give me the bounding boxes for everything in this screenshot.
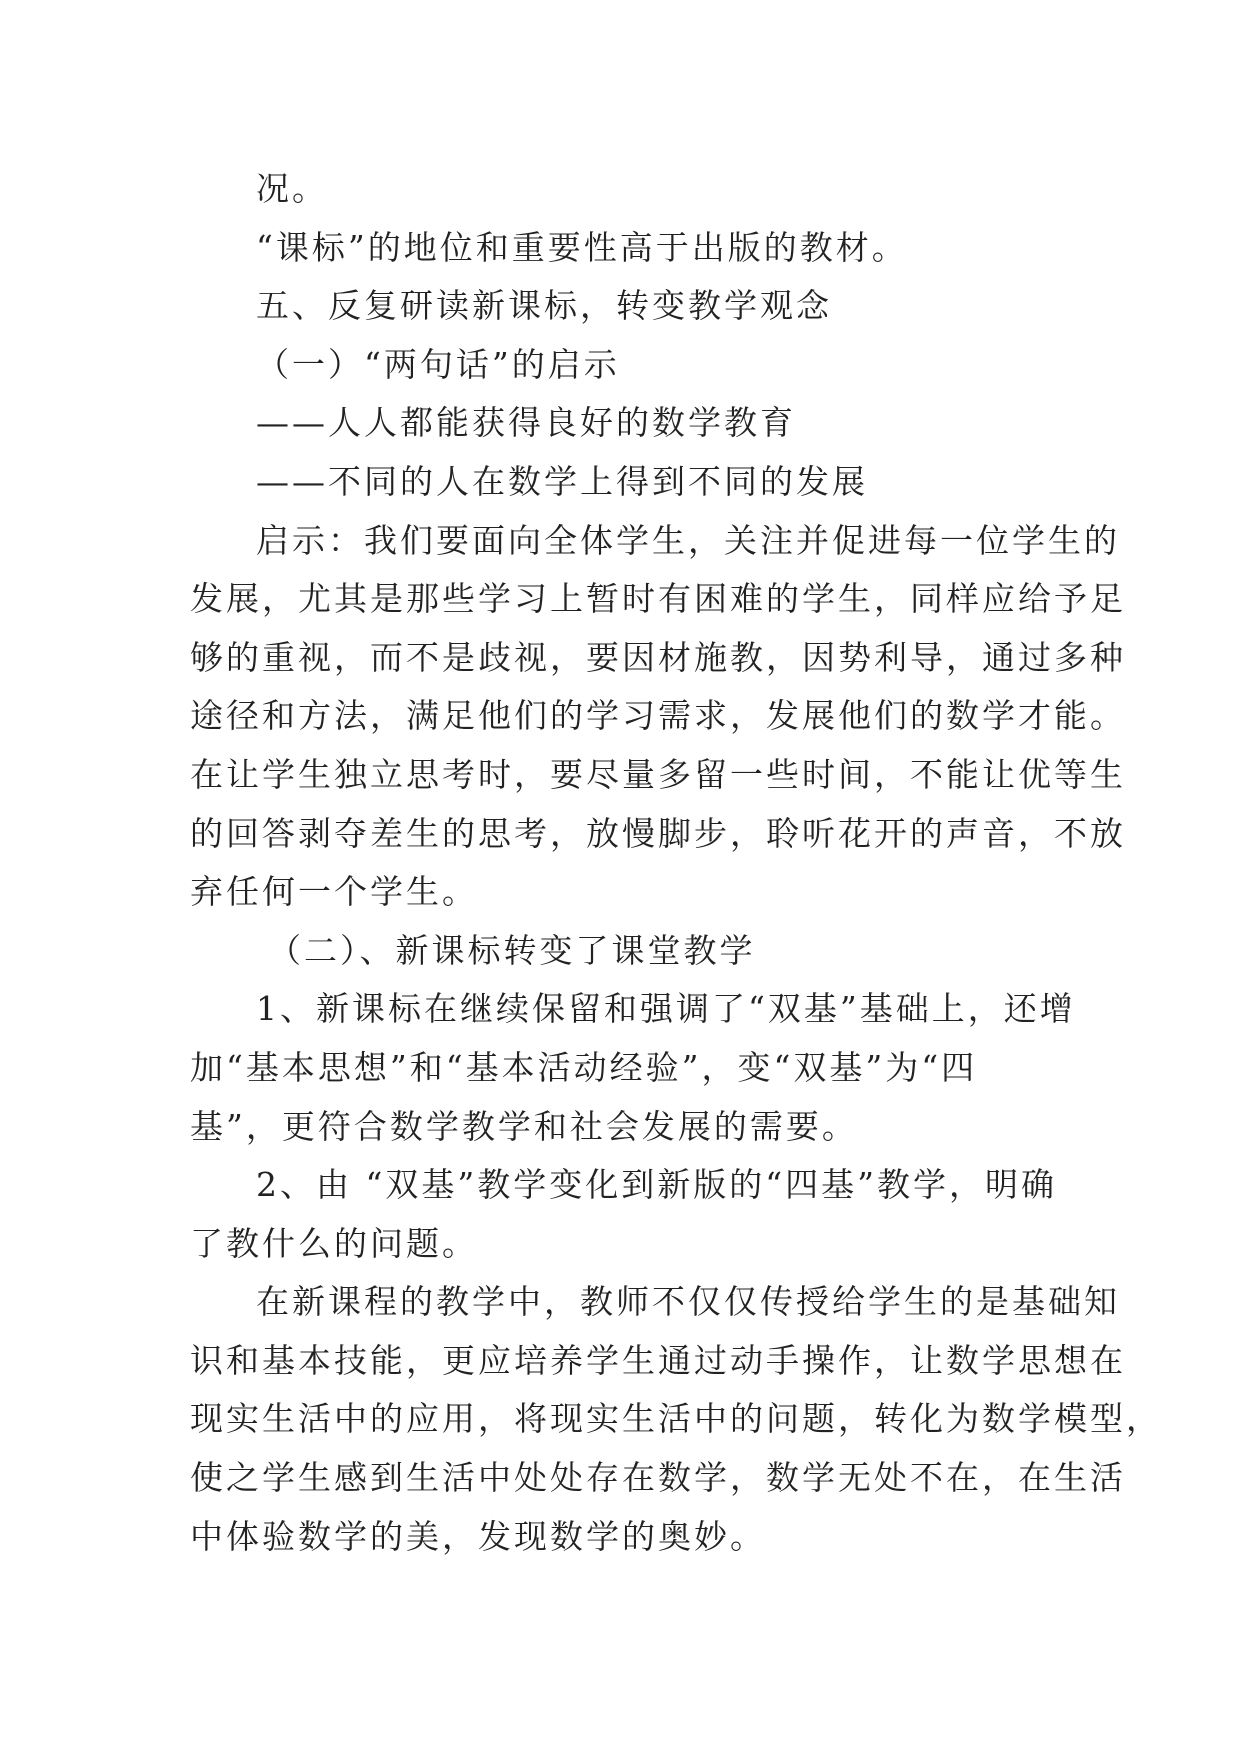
quote-line: ——人人都能获得良好的数学教育	[256, 403, 796, 443]
text-line: “课标”的地位和重要性高于出版的教材。	[256, 227, 908, 267]
text-line: 的回答剥夺差生的思考，放慢脚步，聆听花开的声音，不放	[190, 813, 1126, 853]
text-line: 启示：我们要面向全体学生，关注并促进每一位学生的	[256, 520, 1120, 560]
text-line: 1、新课标在继续保留和强调了“双基”基础上，还增	[256, 989, 1076, 1029]
text-line: 识和基本技能，更应培养学生通过动手操作，让数学思想在	[190, 1340, 1126, 1380]
text-line: 况。	[256, 169, 328, 208]
text-line: 了教什么的问题。	[190, 1223, 478, 1263]
text-line: 在让学生独立思考时，要尽量多留一些时间，不能让优等生	[190, 754, 1126, 794]
text-line: 中体验数学的美，发现数学的奥妙。	[190, 1516, 766, 1556]
text-line: 现实生活中的应用，将现实生活中的问题，转化为数学模型，	[190, 1399, 1162, 1439]
section-heading: 五、反复研读新课标，转变教学观念	[256, 286, 832, 326]
text-line: 够的重视，而不是歧视，要因材施教，因势利导，通过多种	[190, 637, 1126, 677]
text-line: 使之学生感到生活中处处存在数学，数学无处不在，在生活	[190, 1458, 1126, 1498]
subsection-heading: （一）“两句话”的启示	[256, 344, 620, 384]
subsection-heading: （二）、新课标转变了课堂教学	[268, 930, 756, 970]
text-line: 途径和方法，满足他们的学习需求，发展他们的数学才能。	[190, 696, 1126, 736]
text-line: 加“基本思想”和“基本活动经验”，变“双基”为“四	[190, 1047, 978, 1087]
text-line: 基”，更符合数学教学和社会发展的需要。	[190, 1106, 858, 1146]
text-line: 发展，尤其是那些学习上暂时有困难的学生，同样应给予足	[190, 579, 1126, 619]
text-line: 2、由 “双基”教学变化到新版的“四基”教学，明确	[256, 1165, 1057, 1205]
body-text	[190, 160, 1162, 1566]
text-line: 弃任何一个学生。	[190, 872, 478, 912]
text-line: 在新课程的教学中，教师不仅仅传授给学生的是基础知	[256, 1282, 1120, 1322]
quote-line: ——不同的人在数学上得到不同的发展	[256, 461, 868, 501]
